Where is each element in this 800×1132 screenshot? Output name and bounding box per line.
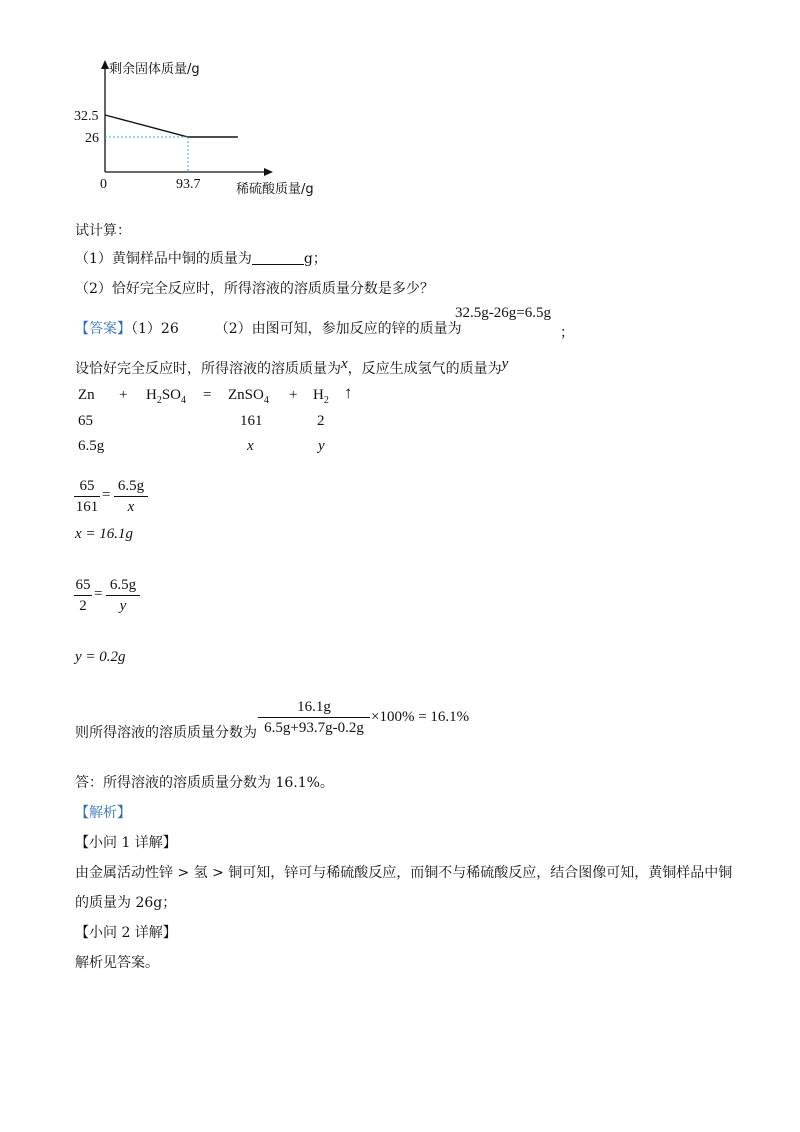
- question-2: （2）恰好完全反应时，所得溶液的溶质质量分数是多少？: [75, 281, 434, 297]
- final-prefix: 则所得溶液的溶质质量分数为: [75, 725, 257, 741]
- fraction-1-equals: =: [102, 487, 111, 503]
- answer-blank: [252, 250, 304, 265]
- answer-line: [75, 318, 462, 338]
- answer-part-1: （1）26: [131, 321, 179, 337]
- eq-znso4: ZnSO$_4$: [228, 387, 269, 406]
- conclusion: 答：所得溶液的溶质质量分数为 16.1%。: [75, 775, 334, 791]
- fraction-1-right: 6.5g x: [114, 476, 148, 517]
- setup-line: [75, 358, 508, 378]
- x-result: x = 16.1g: [75, 526, 134, 542]
- fraction-1-left: 65 161: [75, 478, 99, 515]
- zinc-mass-calc: 32.5g-26g=6.5g: [455, 305, 551, 321]
- fraction-2-equals: =: [94, 586, 103, 602]
- x-tick-label: 93.7: [176, 177, 201, 192]
- origin-label: 0: [100, 177, 107, 192]
- setup-text-a: 设恰好完全反应时，所得溶液的溶质质量为: [75, 361, 341, 377]
- value-zn: 6.5g: [78, 438, 105, 454]
- y-axis-label: 剩余固体质量/g: [109, 62, 200, 77]
- value-h2: y: [318, 438, 325, 454]
- question-1-text: （1）黄铜样品中铜的质量为: [75, 251, 252, 267]
- series-line: [105, 115, 238, 137]
- question-1: [75, 248, 327, 268]
- molar-mass-zn: 65: [78, 413, 93, 429]
- sub1-tag: 【小问 1 详解】: [75, 835, 177, 851]
- fraction-2-left: 65 2: [75, 577, 91, 614]
- setup-text-b: ，反应生成氢气的质量为: [347, 361, 502, 377]
- answer-part-2: （2）由图可知，参加反应的锌的质量为: [214, 321, 462, 337]
- y-axis-arrow-icon: [101, 60, 109, 69]
- molar-mass-h2: 2: [317, 413, 325, 429]
- y-result: y = 0.2g: [75, 649, 126, 665]
- eq-zn: Zn: [78, 387, 95, 403]
- up-arrow-icon: ↑: [344, 383, 353, 402]
- x-axis-label: 稀硫酸质量/g: [236, 182, 314, 197]
- value-znso4: x: [247, 438, 254, 454]
- setup-var-y: y: [501, 356, 509, 372]
- molar-mass-znso4: 161: [240, 413, 263, 429]
- eq-plus-1: +: [119, 387, 128, 403]
- sub1-line-2: 的质量为 26g；: [75, 895, 177, 911]
- sub2-tag: 【小问 2 详解】: [75, 925, 177, 941]
- eq-plus-2: +: [289, 387, 298, 403]
- final-result: ×100% = 16.1%: [371, 709, 470, 725]
- semicolon: ；: [560, 325, 574, 341]
- sub1-line-1: 由金属活动性锌 > 氢 > 铜可知，锌可与稀硫酸反应，而铜不与稀硫酸反应，结合图像可知，黄铜样品中铜: [75, 865, 733, 881]
- y-tick-label-bottom: 26: [85, 131, 99, 146]
- eq-equals: =: [203, 387, 212, 403]
- prompt-text: 试计算：: [75, 223, 131, 239]
- chart-root: [74, 60, 314, 197]
- setup-var-x: x: [341, 356, 348, 372]
- fraction-2-right: 6.5g y: [106, 575, 140, 616]
- eq-h2: $H_2$: [313, 387, 329, 406]
- question-1-unit: g；: [303, 251, 327, 267]
- sub2-text: 解析见答案。: [75, 955, 159, 971]
- eq-h2so4: $H_2SO_4$: [146, 387, 187, 406]
- final-fraction: 16.1g 6.5g+93.7g-0.2g: [258, 697, 370, 738]
- answer-tag: 【答案】: [75, 321, 131, 337]
- x-axis-arrow-icon: [264, 168, 273, 176]
- analysis-tag: 【解析】: [75, 805, 131, 821]
- y-tick-label-top: 32.5: [74, 109, 99, 124]
